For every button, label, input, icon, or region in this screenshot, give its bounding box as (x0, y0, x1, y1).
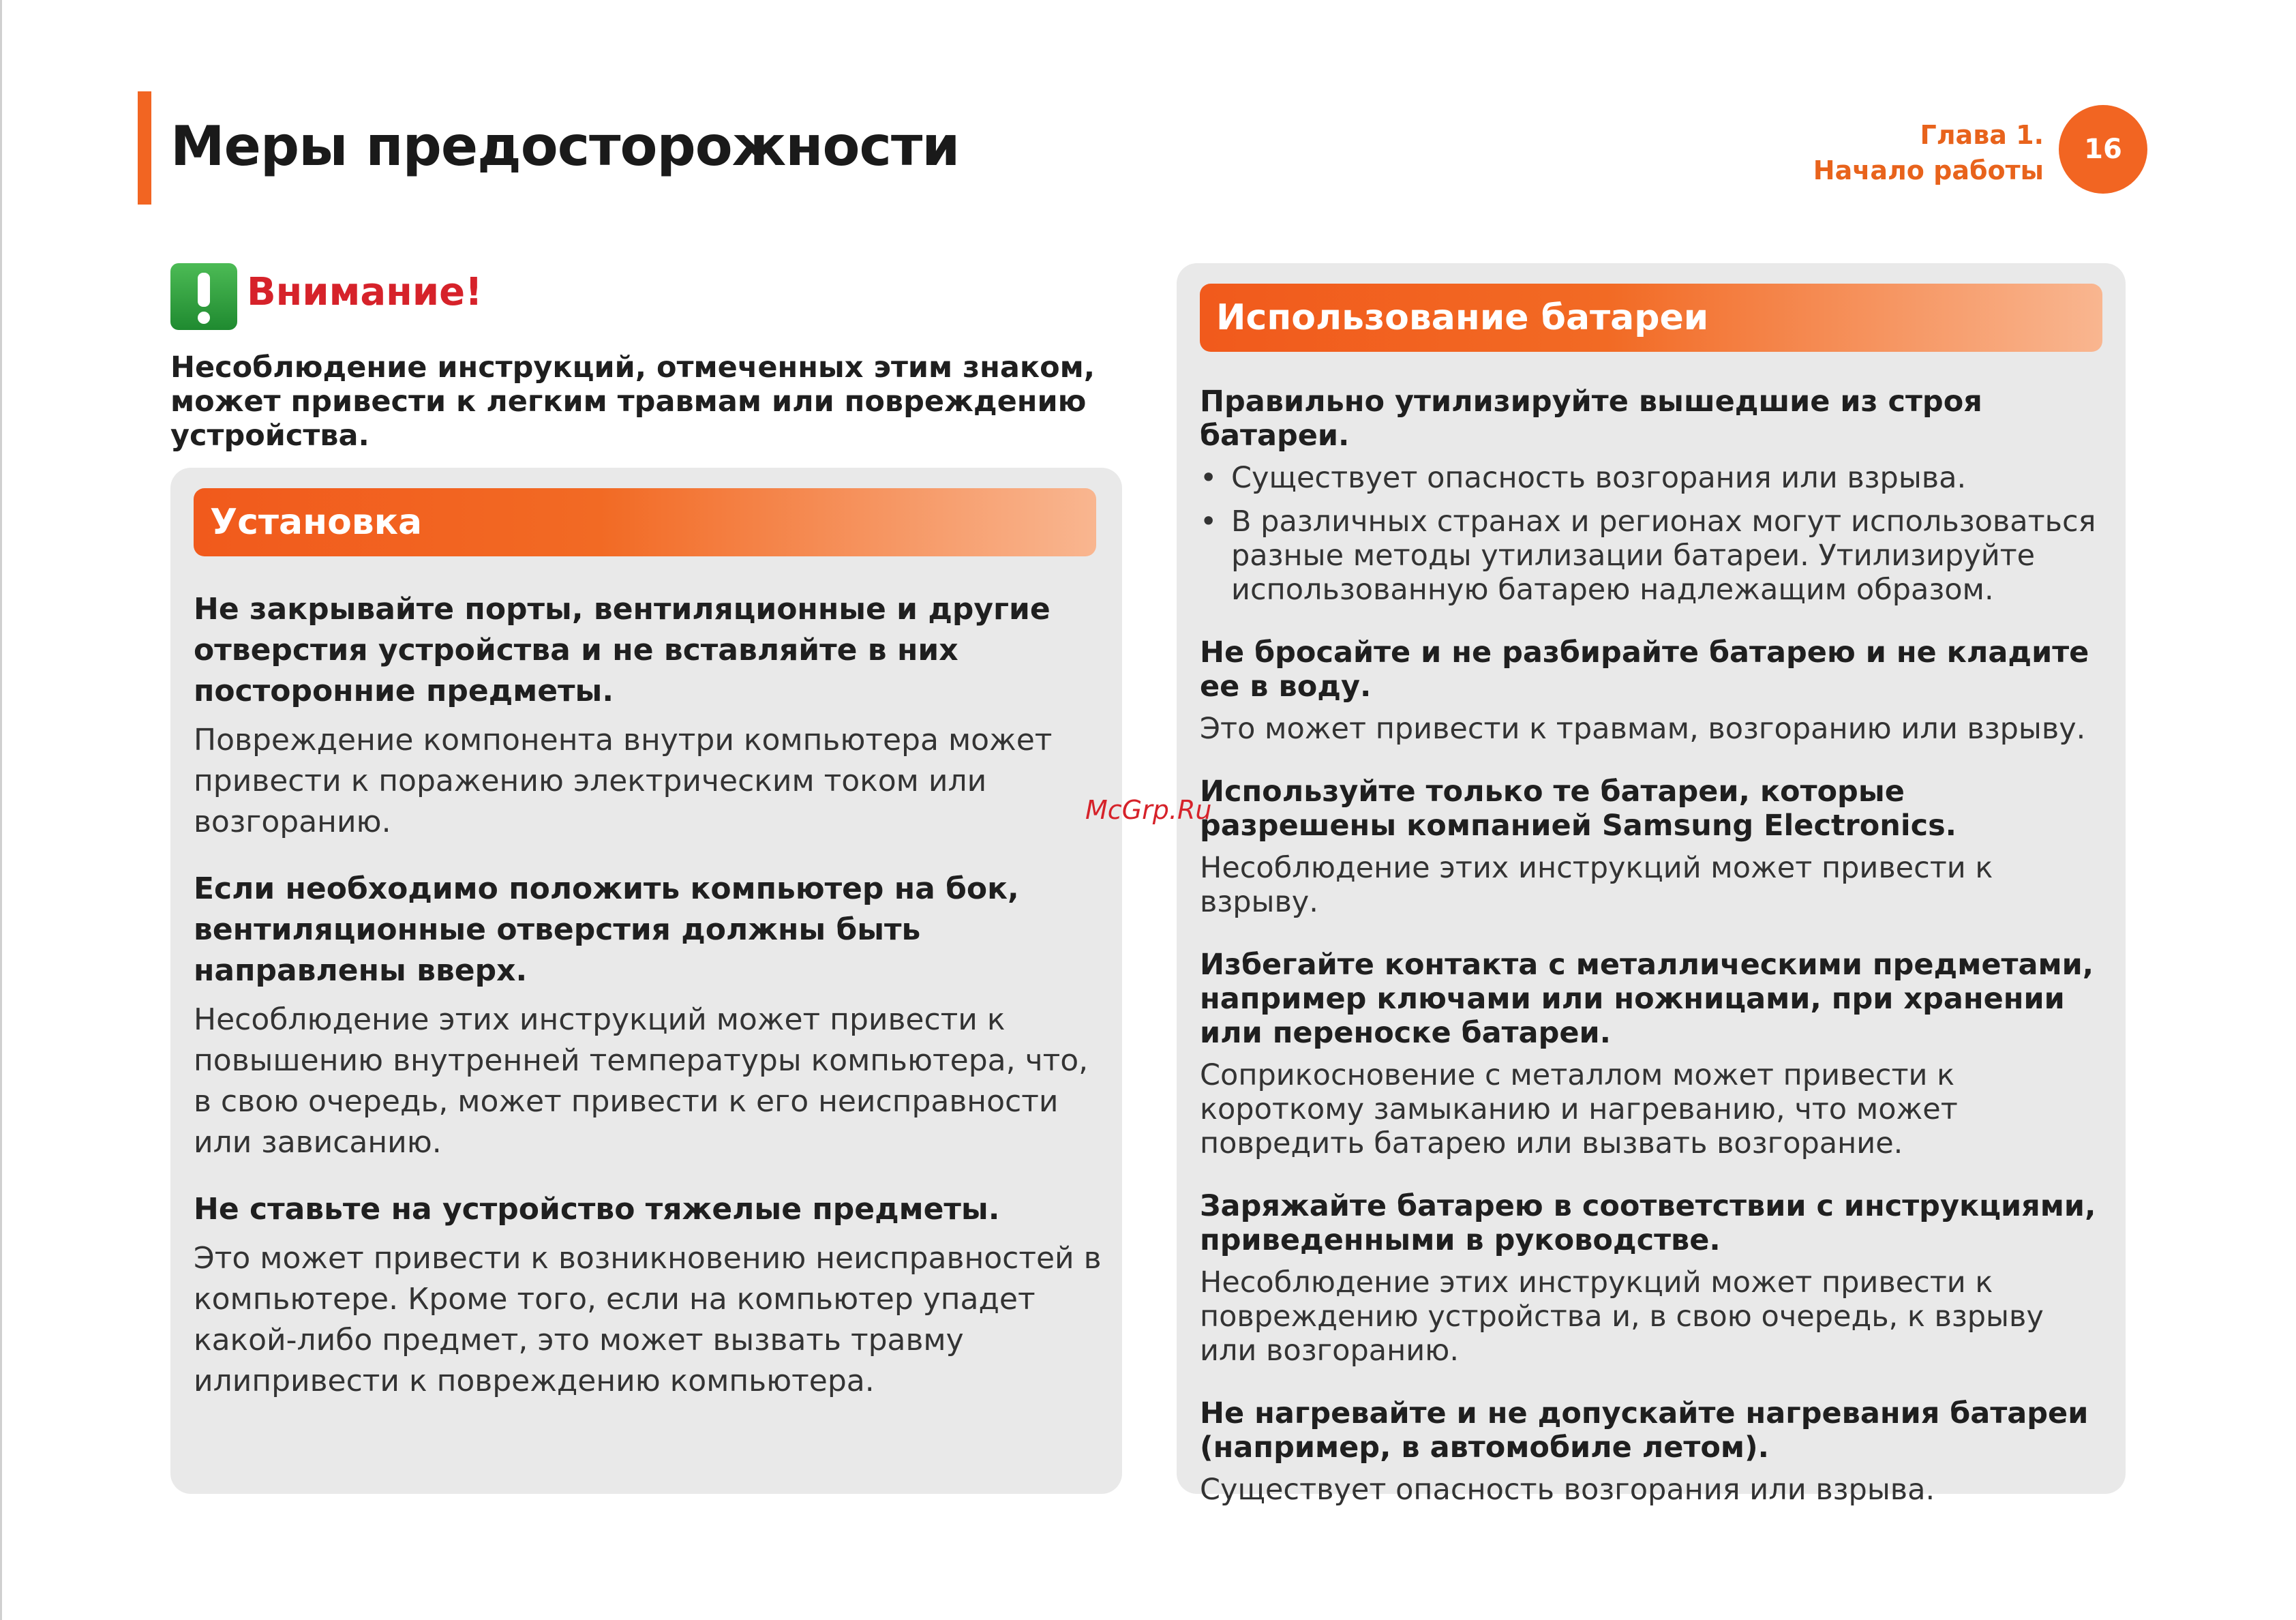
list-item (194, 1189, 1103, 1402)
list-item (1200, 1189, 2109, 1368)
installation-panel (170, 468, 1122, 1494)
warning-text: Несоблюдение инструкций, отмеченных этим знаком, может привести к легким травмам или повреждению устройства. (170, 350, 1096, 453)
item-heading: Не нагревайте и не допускайте нагревания батареи (например, в автомобиле летом). (1200, 1396, 2089, 1465)
item-heading: Заряжайте батарею в соответствии с инструкциями, приведенными в руководстве. (1200, 1189, 2096, 1257)
item-body: Это может привести к травмам, возгоранию или взрыву. (1200, 712, 2086, 746)
list-item (194, 589, 1103, 843)
chapter-number: Глава 1. (1920, 120, 2044, 150)
item-heading: Не бросайте и не разбирайте батарею и не кладите ее в воду. (1200, 635, 2089, 704)
bullet-list (1200, 461, 2109, 607)
page-title: Меры предосторожности (170, 115, 960, 178)
bullet-item: • Существует опасность возгорания или взрыва. (1200, 461, 2109, 495)
battery-heading: Использование батареи (1200, 284, 2102, 352)
item-body: Несоблюдение этих инструкций может привести к взрыву. (1200, 851, 1993, 919)
chapter-title: Начало работы (1813, 155, 2044, 185)
item-heading: Если необходимо положить компьютер на бок, вентиляционные отверстия должны быть направлены вверх. (194, 871, 1019, 988)
list-item (1200, 948, 2109, 1160)
item-body: Повреждение компонента внутри компьютера может привести к поражению электрическим током или возгоранию. (194, 723, 1053, 839)
item-heading: Правильно утилизируйте вышедшие из строя батареи. (1200, 385, 1982, 453)
item-body: Существует опасность возгорания или взрыва. (1200, 1473, 1935, 1507)
watermark: McGrp.Ru (1085, 795, 1212, 825)
page-number-badge: 16 (2059, 105, 2147, 194)
chapter-label (1813, 117, 2044, 188)
list-item (1200, 385, 2109, 607)
exclamation-icon (170, 263, 237, 330)
list-item (194, 869, 1103, 1163)
item-body: Соприкосновение с металлом может привести к короткому замыканию и нагреванию, что может повредить батарею или вызвать возгорание. (1200, 1058, 1958, 1160)
item-body: Это может привести к возникновению неисправностей в компьютере. Кроме того, если на компьютер упадет какой-либо предмет, это может вызвать травму илипривести к повреждению компьютера. (194, 1241, 1102, 1398)
item-body: Несоблюдение этих инструкций может привести к повышению внутренней температуры компьютера, что, в свою очередь, может привести к его неисправности или зависанию. (194, 1002, 1089, 1160)
battery-panel (1177, 263, 2126, 1507)
item-heading: Не ставьте на устройство тяжелые предметы. (194, 1192, 1000, 1227)
page-edge (0, 0, 2, 1620)
item-heading: Используйте только те батареи, которые разрешены компанией Samsung Electronics. (1200, 775, 1957, 843)
bullet-item: • В различных странах и регионах могут использоваться разные методы утилизации батареи. Утилизируйте использованную батарею надлежащим образом. (1200, 505, 2109, 607)
list-item (1200, 1396, 2109, 1507)
warning-title: Внимание! (247, 270, 483, 314)
title-accent-bar (138, 91, 151, 205)
item-heading: Избегайте контакта с металлическими предметами, например ключами или ножницами, при хранении или переноске батареи. (1200, 948, 2094, 1050)
list-item (1200, 635, 2109, 746)
battery-items (1200, 385, 2109, 1535)
installation-items (194, 589, 1103, 1428)
installation-heading: Установка (194, 488, 1096, 556)
item-heading: Не закрывайте порты, вентиляционные и другие отверстия устройства и не вставляйте в них посторонние предметы. (194, 592, 1051, 708)
list-item (1200, 775, 2109, 919)
item-body: Несоблюдение этих инструкций может привести к повреждению устройства и, в свою очередь, к взрыву или возгоранию. (1200, 1265, 2044, 1368)
